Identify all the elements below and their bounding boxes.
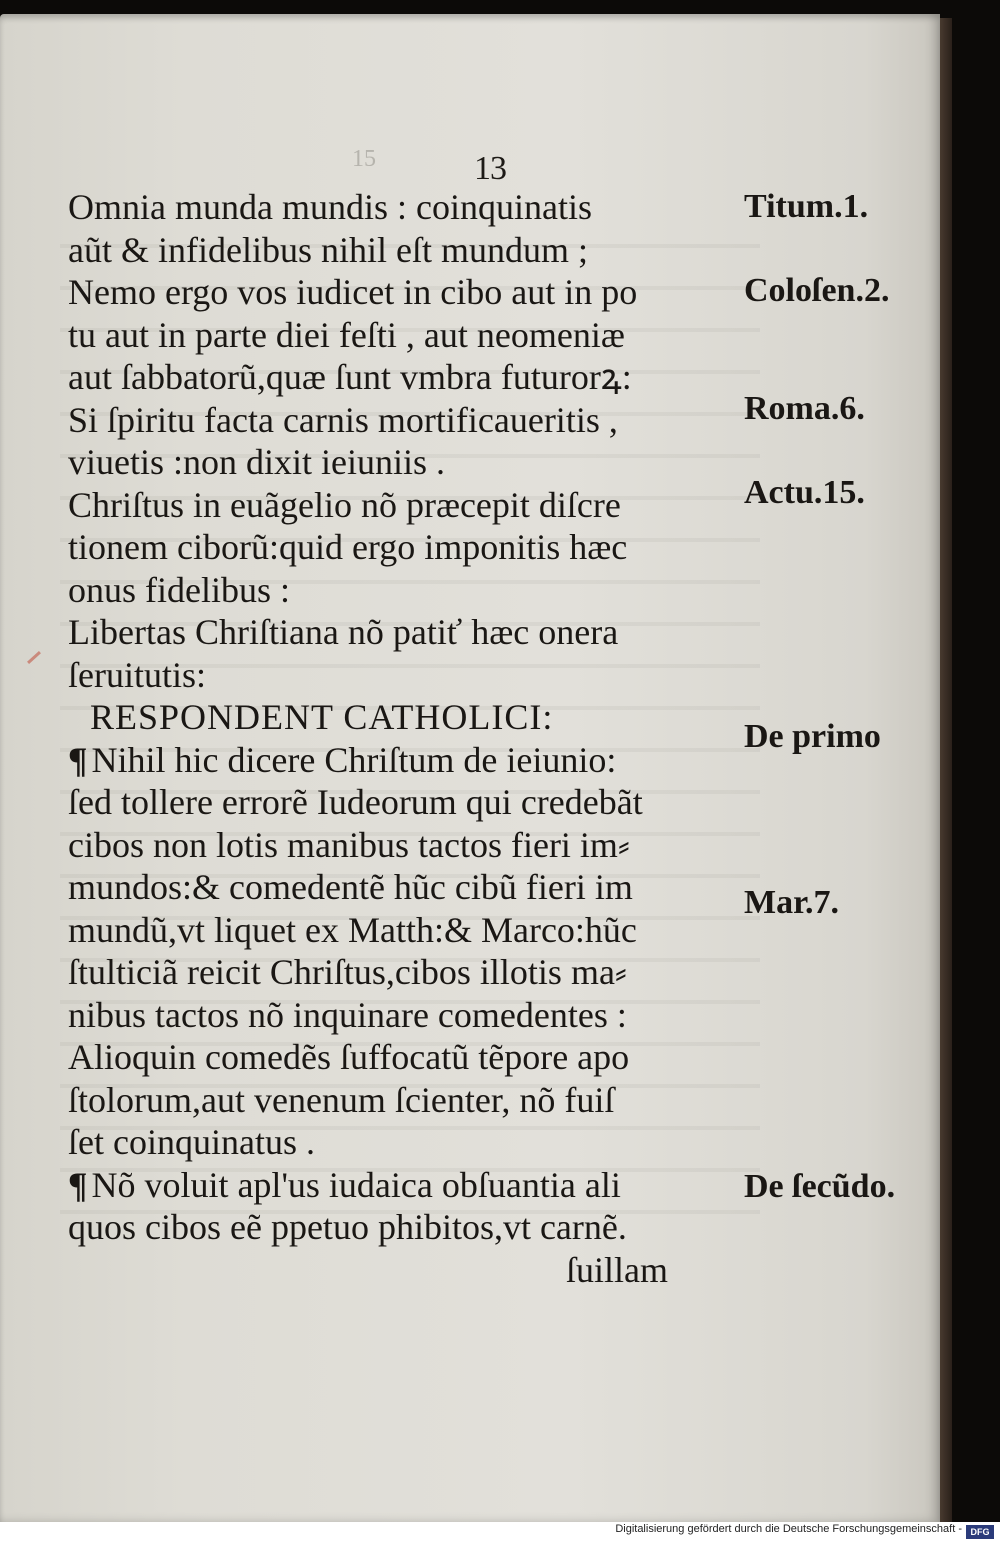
text-line: Libertas Chriſtiana nõ patiť hæc onera: [68, 612, 619, 652]
main-text-block: [68, 186, 758, 1291]
text-line: ſtolorum,aut venenum ſcienter, nõ fuiſ: [68, 1079, 615, 1120]
text-line: Alioquin comedẽs ſuffocatũ tẽpore apo: [68, 1037, 630, 1077]
text-line: ſeruitutis:: [68, 654, 206, 695]
margin-note-titum: Titum.1.: [744, 188, 869, 225]
margin-note-actu: Actu.15.: [744, 474, 865, 511]
text-line: mundũ,vt liquet ex Matth:& Marco:hũc: [68, 909, 637, 950]
text-line: ſtulticiã reicit Chriſtus,cibos illotis ma⸗: [68, 952, 627, 992]
text-line-content: Nihil hic dicere Chriſtum de ieiunio:: [91, 739, 617, 780]
text-line: Nemo ergo vos iudicet in cibo aut in po: [68, 272, 638, 312]
margin-note-de-secundo: De ſecũdo.: [744, 1168, 896, 1205]
dfg-logo: DFG: [966, 1525, 994, 1539]
text-line: [68, 739, 758, 782]
margin-note-roma: Roma.6.: [744, 390, 865, 427]
text-line: [68, 1164, 758, 1207]
text-line: ſed tollere errorẽ Iudeorum qui credebãt: [68, 782, 643, 822]
section-heading: RESPONDENT CATHOLICI:: [90, 697, 554, 737]
catchword: ſuillam: [566, 1249, 668, 1290]
pilcrow-icon: ¶: [68, 1164, 88, 1205]
pilcrow-icon: ¶: [68, 739, 88, 780]
text-line: mundos:& comedentẽ hũc cibũ fieri im: [68, 867, 633, 907]
text-line: nibus tactos nõ inquinare comedentes :: [68, 994, 627, 1035]
margin-note-de-primo: De primo: [744, 718, 881, 755]
text-line: tu aut in parte diei feſti , aut neomeniæ: [68, 314, 625, 355]
text-line: quos cibos eẽ ppetuo phibitos,vt carnẽ.: [68, 1207, 627, 1247]
text-line: Chriſtus in euãgelio nõ præcepit diſcre: [68, 484, 621, 525]
text-line: Si ſpiritu facta carnis mortificaueritis ,: [68, 399, 618, 440]
margin-note-colosen: Coloſen.2.: [744, 272, 890, 309]
faint-bleed-page-number: 15: [352, 146, 376, 172]
text-line: cibos non lotis manibus tactos fieri im⸗: [68, 824, 630, 865]
text-line: onus fidelibus :: [68, 569, 290, 610]
text-line: aũt & infidelibus nihil eſt mundum ;: [68, 229, 588, 270]
margin-note-mar: Mar.7.: [744, 884, 840, 921]
footer-credit: Digitalisierung gefördert durch die Deutsche Forschungsgemeinschaft -: [615, 1523, 962, 1535]
text-line: Omnia munda mundis : coinquinatis: [68, 187, 592, 227]
text-line: viuetis :non dixit ieiuniis .: [68, 442, 445, 482]
text-line: aut ſabbatorũ,quæ ſunt vmbra futurorꝝ:: [68, 357, 632, 397]
text-line: ſet coinquinatus .: [68, 1122, 315, 1162]
text-line-content: Nõ voluit apl'us iudaica obſuantia ali: [91, 1164, 621, 1205]
page-number: 13: [474, 150, 506, 187]
text-line: tionem ciborũ:quid ergo imponitis hæc: [68, 527, 628, 567]
